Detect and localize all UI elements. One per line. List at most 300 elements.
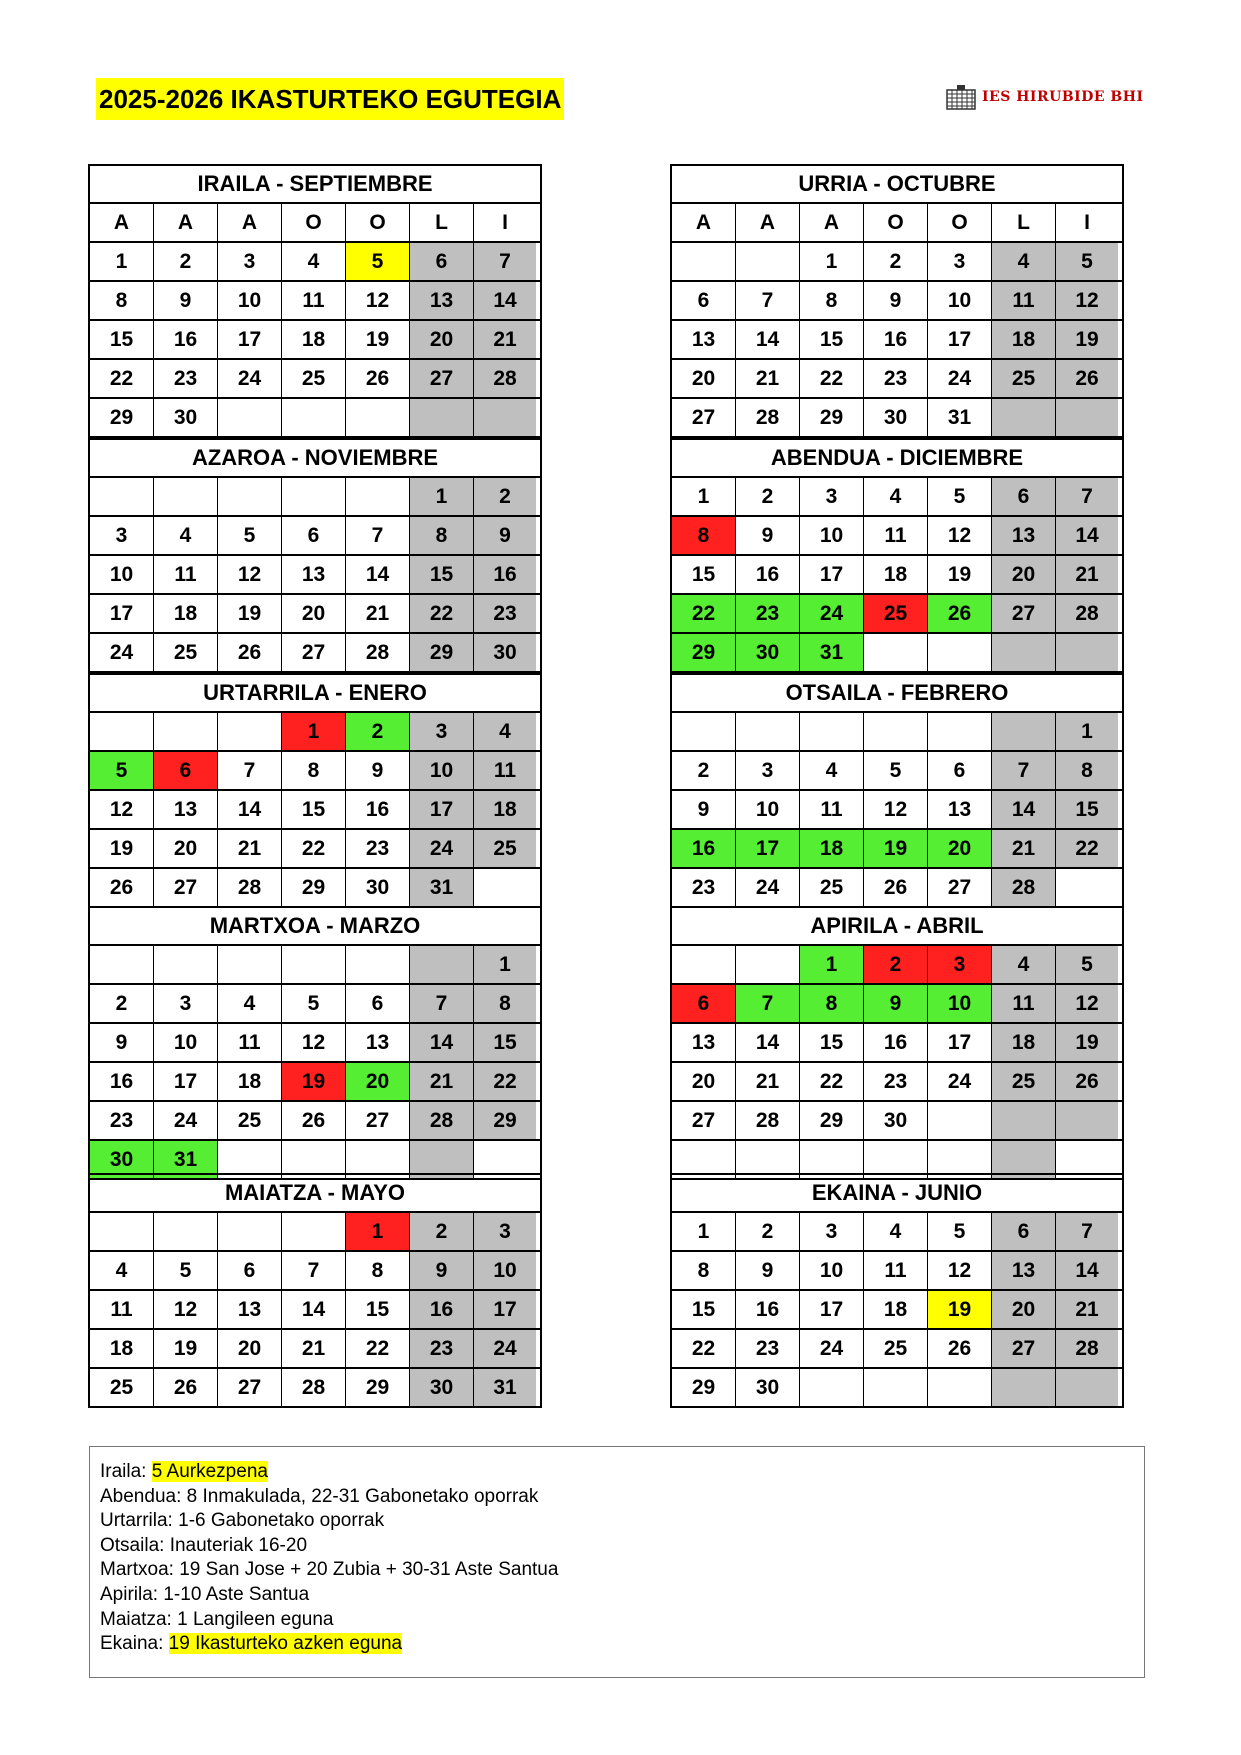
day-cell: 19 (928, 1291, 992, 1328)
day-cell: 18 (800, 830, 864, 867)
day-cell: 29 (282, 869, 346, 906)
legend-month-label: Otsaila: (100, 1534, 170, 1556)
day-cell: 17 (90, 595, 154, 632)
week-row (90, 282, 540, 321)
day-cell: 25 (992, 360, 1056, 397)
day-cell: 18 (474, 791, 536, 828)
legend-month-label: Apirila: (100, 1583, 164, 1605)
day-cell: 9 (410, 1252, 474, 1289)
weekday-header: O (346, 204, 410, 241)
day-cell: 8 (800, 282, 864, 319)
empty-cell (90, 946, 154, 983)
day-cell: 24 (90, 634, 154, 671)
day-cell: 5 (218, 517, 282, 554)
day-cell: 16 (864, 321, 928, 358)
week-row (90, 595, 540, 634)
day-cell: 12 (928, 1252, 992, 1289)
legend-box (89, 1446, 1145, 1678)
day-cell: 25 (864, 1330, 928, 1367)
day-cell: 11 (800, 791, 864, 828)
empty-cell (218, 1213, 282, 1250)
day-cell: 1 (800, 946, 864, 983)
day-cell: 16 (736, 1291, 800, 1328)
weekday-header: I (502, 210, 508, 234)
day-cell: 25 (282, 360, 346, 397)
day-cell: 17 (736, 830, 800, 867)
day-cell: 9 (736, 517, 800, 554)
day-cell: 16 (672, 830, 736, 867)
legend-month-label: Urtarrila: (100, 1510, 179, 1532)
day-cell: 14 (218, 791, 282, 828)
month-title: IRAILA - SEPTIEMBRE (90, 166, 540, 204)
day-cell: 26 (218, 634, 282, 671)
day-cell: 4 (992, 243, 1056, 280)
day-cell: 4 (864, 478, 928, 515)
week-row (90, 1213, 540, 1252)
day-cell: 17 (800, 556, 864, 593)
day-cell: 6 (346, 985, 410, 1022)
day-cell: 25 (90, 1369, 154, 1406)
day-cell: 21 (736, 1063, 800, 1100)
day-cell: 9 (90, 1024, 154, 1061)
week-row (672, 595, 1122, 634)
day-cell: 24 (410, 830, 474, 867)
week-row (90, 985, 540, 1024)
week-row (672, 1213, 1122, 1252)
day-cell: 1 (474, 946, 536, 983)
day-cell: 22 (800, 1063, 864, 1100)
day-cell: 20 (154, 830, 218, 867)
day-cell: 19 (1056, 321, 1118, 358)
week-row (90, 360, 540, 399)
empty-cell (928, 713, 992, 750)
day-cell: 8 (410, 517, 474, 554)
day-cell: 9 (672, 791, 736, 828)
day-cell: 1 (800, 243, 864, 280)
day-cell: 29 (800, 1102, 864, 1139)
day-cell: 31 (474, 1369, 536, 1406)
week-row (90, 752, 540, 791)
day-cell: 10 (218, 282, 282, 319)
legend-month-label: Iraila: (100, 1461, 152, 1482)
day-cell: 10 (736, 791, 800, 828)
legend-description: 8 Inmakulada, 22-31 Gabonetako oporrak (186, 1485, 539, 1507)
legend-line (100, 1509, 1134, 1534)
day-cell: 29 (410, 634, 474, 671)
empty-cell (672, 713, 736, 750)
day-cell: 15 (90, 321, 154, 358)
day-cell: 18 (218, 1063, 282, 1100)
weekday-header: O (282, 204, 346, 241)
day-cell: 6 (154, 752, 218, 789)
day-cell: 24 (474, 1330, 536, 1367)
day-cell: 4 (282, 243, 346, 280)
empty-cell (800, 1369, 864, 1406)
day-cell: 14 (410, 1024, 474, 1061)
day-cell: 29 (672, 634, 736, 671)
month-title: MARTXOA - MARZO (90, 908, 540, 946)
day-cell: 9 (474, 517, 536, 554)
day-cell: 23 (154, 360, 218, 397)
day-cell: 2 (90, 985, 154, 1022)
day-cell: 2 (672, 752, 736, 789)
day-cell: 15 (474, 1024, 536, 1061)
day-cell: 20 (672, 1063, 736, 1100)
day-cell: 28 (410, 1102, 474, 1139)
day-cell: 13 (672, 1024, 736, 1061)
empty-cell (800, 713, 864, 750)
empty-cell (154, 946, 218, 983)
day-cell: 4 (800, 752, 864, 789)
week-row (90, 478, 540, 517)
day-cell: 29 (474, 1102, 536, 1139)
day-cell: 12 (864, 791, 928, 828)
week-row (672, 321, 1122, 360)
day-cell: 24 (800, 1330, 864, 1367)
empty-cell (474, 869, 536, 906)
day-cell: 12 (346, 282, 410, 319)
day-cell: 19 (218, 595, 282, 632)
day-cell: 7 (218, 752, 282, 789)
day-cell: 10 (90, 556, 154, 593)
day-cell: 2 (736, 478, 800, 515)
month-title: APIRILA - ABRIL (672, 908, 1122, 946)
empty-cell (1056, 1369, 1118, 1406)
month-7 (88, 906, 542, 1180)
week-row (90, 946, 540, 985)
week-row (672, 1369, 1122, 1408)
week-row (672, 1330, 1122, 1369)
day-cell: 15 (800, 321, 864, 358)
week-row (672, 360, 1122, 399)
day-cell: 21 (410, 1063, 474, 1100)
day-cell: 4 (992, 946, 1056, 983)
empty-cell (346, 478, 410, 515)
day-cell: 16 (346, 791, 410, 828)
day-cell: 28 (1056, 1330, 1118, 1367)
day-cell: 14 (736, 321, 800, 358)
day-cell: 28 (346, 634, 410, 671)
day-cell: 16 (410, 1291, 474, 1328)
legend-line (100, 1558, 1134, 1583)
day-cell: 6 (282, 517, 346, 554)
month-title: MAIATZA - MAYO (90, 1175, 540, 1213)
day-cell: 5 (346, 243, 410, 280)
day-cell: 7 (410, 985, 474, 1022)
empty-cell (218, 946, 282, 983)
day-cell: 21 (736, 360, 800, 397)
day-cell: 21 (474, 321, 536, 358)
day-cell: 5 (864, 752, 928, 789)
week-row (90, 1369, 540, 1408)
weekday-header-row (672, 204, 1122, 243)
empty-cell (90, 478, 154, 515)
day-cell: 15 (672, 556, 736, 593)
day-cell: 20 (282, 595, 346, 632)
day-cell: 5 (90, 752, 154, 789)
day-cell: 30 (154, 399, 218, 436)
day-cell: 15 (282, 791, 346, 828)
day-cell: 1 (672, 1213, 736, 1250)
day-cell: 30 (864, 399, 928, 436)
month-1 (88, 164, 542, 438)
day-cell: 1 (672, 478, 736, 515)
day-cell: 24 (928, 360, 992, 397)
day-cell: 6 (672, 985, 736, 1022)
day-cell: 23 (864, 360, 928, 397)
day-cell: 17 (474, 1291, 536, 1328)
day-cell: 24 (928, 1063, 992, 1100)
empty-cell (992, 399, 1056, 436)
week-row (90, 399, 540, 438)
day-cell: 26 (90, 869, 154, 906)
week-row (672, 985, 1122, 1024)
day-cell: 2 (864, 243, 928, 280)
day-cell: 22 (346, 1330, 410, 1367)
day-cell: 17 (154, 1063, 218, 1100)
day-cell: 24 (736, 869, 800, 906)
day-cell: 11 (992, 282, 1056, 319)
day-cell: 15 (800, 1024, 864, 1061)
week-row (90, 830, 540, 869)
day-cell: 26 (282, 1102, 346, 1139)
day-cell: 10 (410, 752, 474, 789)
empty-cell (154, 1213, 218, 1250)
week-row (672, 282, 1122, 321)
day-cell: 15 (410, 556, 474, 593)
week-row (90, 243, 540, 282)
day-cell: 2 (474, 478, 536, 515)
empty-cell (672, 946, 736, 983)
day-cell: 27 (282, 634, 346, 671)
day-cell: 2 (154, 243, 218, 280)
legend-line (100, 1534, 1134, 1559)
day-cell: 11 (90, 1291, 154, 1328)
empty-cell (928, 1369, 992, 1406)
empty-cell (928, 1102, 992, 1139)
day-cell: 27 (992, 1330, 1056, 1367)
day-cell: 23 (736, 1330, 800, 1367)
empty-cell (282, 946, 346, 983)
day-cell: 2 (410, 1213, 474, 1250)
day-cell: 11 (218, 1024, 282, 1061)
week-row (672, 1291, 1122, 1330)
day-cell: 27 (672, 1102, 736, 1139)
empty-cell (736, 243, 800, 280)
day-cell: 26 (346, 360, 410, 397)
empty-cell (992, 1102, 1056, 1139)
day-cell: 31 (800, 634, 864, 671)
day-cell: 25 (864, 595, 928, 632)
page-title: 2025-2026 IKASTURTEKO EGUTEGIA (96, 78, 564, 120)
day-cell: 27 (218, 1369, 282, 1406)
day-cell: 13 (154, 791, 218, 828)
day-cell: 13 (410, 282, 474, 319)
day-cell: 18 (992, 1024, 1056, 1061)
day-cell: 2 (736, 1213, 800, 1250)
day-cell: 6 (992, 478, 1056, 515)
month-5 (88, 673, 542, 908)
day-cell: 25 (800, 869, 864, 906)
day-cell: 5 (1056, 243, 1118, 280)
day-cell: 26 (154, 1369, 218, 1406)
day-cell: 21 (1056, 556, 1118, 593)
empty-cell (992, 634, 1056, 671)
day-cell: 23 (672, 869, 736, 906)
week-row (672, 791, 1122, 830)
day-cell: 31 (410, 869, 474, 906)
day-cell: 17 (218, 321, 282, 358)
month-4 (670, 438, 1124, 673)
day-cell: 7 (282, 1252, 346, 1289)
day-cell: 17 (928, 1024, 992, 1061)
weekday-header: O (864, 204, 928, 241)
day-cell: 5 (1056, 946, 1118, 983)
day-cell: 27 (410, 360, 474, 397)
week-row (90, 869, 540, 908)
week-row (672, 478, 1122, 517)
day-cell: 21 (346, 595, 410, 632)
day-cell: 23 (864, 1063, 928, 1100)
month-title: EKAINA - JUNIO (672, 1175, 1122, 1213)
day-cell: 24 (154, 1102, 218, 1139)
day-cell: 6 (992, 1213, 1056, 1250)
day-cell: 10 (154, 1024, 218, 1061)
day-cell: 4 (474, 713, 536, 750)
day-cell: 5 (154, 1252, 218, 1289)
building-grid-icon (946, 84, 976, 110)
day-cell: 24 (800, 595, 864, 632)
day-cell: 16 (154, 321, 218, 358)
month-title: AZAROA - NOVIEMBRE (90, 440, 540, 478)
day-cell: 29 (346, 1369, 410, 1406)
day-cell: 16 (736, 556, 800, 593)
day-cell: 12 (154, 1291, 218, 1328)
day-cell: 7 (1056, 478, 1118, 515)
day-cell: 23 (346, 830, 410, 867)
day-cell: 26 (928, 595, 992, 632)
day-cell: 11 (154, 556, 218, 593)
day-cell: 8 (1056, 752, 1118, 789)
empty-cell (928, 634, 992, 671)
day-cell: 26 (928, 1330, 992, 1367)
day-cell: 8 (90, 282, 154, 319)
day-cell: 29 (90, 399, 154, 436)
day-cell: 10 (928, 985, 992, 1022)
day-cell: 7 (1056, 1213, 1118, 1250)
day-cell: 29 (800, 399, 864, 436)
day-cell: 11 (992, 985, 1056, 1022)
day-cell: 7 (992, 752, 1056, 789)
day-cell: 22 (410, 595, 474, 632)
day-cell: 12 (282, 1024, 346, 1061)
school-logo (946, 84, 1144, 110)
legend-description: 19 San Jose + 20 Zubia + 30-31 Aste Santua (179, 1559, 559, 1581)
day-cell: 13 (992, 517, 1056, 554)
day-cell: 18 (864, 1291, 928, 1328)
day-cell: 30 (410, 1369, 474, 1406)
month-title: URRIA - OCTUBRE (672, 166, 1122, 204)
day-cell: 27 (992, 595, 1056, 632)
day-cell: 27 (672, 399, 736, 436)
weekday-header: A (672, 204, 736, 241)
day-cell: 14 (474, 282, 536, 319)
day-cell: 22 (1056, 830, 1118, 867)
day-cell: 15 (1056, 791, 1118, 828)
day-cell: 3 (410, 713, 474, 750)
month-3 (88, 438, 542, 673)
day-cell: 25 (218, 1102, 282, 1139)
day-cell: 10 (800, 517, 864, 554)
day-cell: 27 (346, 1102, 410, 1139)
empty-cell (864, 634, 928, 671)
legend-description: Inauteriak 16-20 (169, 1534, 308, 1556)
day-cell: 20 (992, 1291, 1056, 1328)
day-cell: 13 (992, 1252, 1056, 1289)
week-row (672, 1102, 1122, 1141)
empty-cell (992, 1369, 1056, 1406)
day-cell: 15 (672, 1291, 736, 1328)
day-cell: 18 (992, 321, 1056, 358)
day-cell: 10 (474, 1252, 536, 1289)
day-cell: 30 (474, 634, 536, 671)
day-cell: 3 (736, 752, 800, 789)
day-cell: 9 (864, 282, 928, 319)
day-cell: 14 (346, 556, 410, 593)
week-row (672, 517, 1122, 556)
legend-line (100, 1632, 1134, 1657)
day-cell: 25 (154, 634, 218, 671)
empty-cell (410, 946, 474, 983)
weekday-header: A (218, 204, 282, 241)
day-cell: 28 (1056, 595, 1118, 632)
day-cell: 18 (864, 556, 928, 593)
day-cell: 23 (410, 1330, 474, 1367)
day-cell: 9 (154, 282, 218, 319)
day-cell: 20 (346, 1063, 410, 1100)
empty-cell (346, 399, 410, 436)
day-cell: 28 (282, 1369, 346, 1406)
week-row (90, 1330, 540, 1369)
day-cell: 19 (1056, 1024, 1118, 1061)
day-cell: 25 (474, 830, 536, 867)
day-cell: 7 (736, 985, 800, 1022)
week-row (90, 634, 540, 673)
day-cell: 8 (672, 517, 736, 554)
week-row (672, 634, 1122, 673)
empty-cell (90, 1213, 154, 1250)
day-cell: 23 (90, 1102, 154, 1139)
day-cell: 7 (346, 517, 410, 554)
day-cell: 22 (672, 1330, 736, 1367)
day-cell: 30 (736, 634, 800, 671)
day-cell: 10 (800, 1252, 864, 1289)
day-cell: 30 (90, 1141, 154, 1178)
day-cell: 28 (736, 1102, 800, 1139)
week-row (672, 1252, 1122, 1291)
week-row (90, 1024, 540, 1063)
legend-month-label: Martxoa: (100, 1559, 180, 1581)
day-cell: 25 (992, 1063, 1056, 1100)
weekday-header: L (992, 204, 1056, 241)
day-cell: 3 (90, 517, 154, 554)
day-cell: 14 (736, 1024, 800, 1061)
day-cell: 9 (736, 1252, 800, 1289)
week-row (90, 517, 540, 556)
day-cell: 28 (736, 399, 800, 436)
day-cell: 13 (282, 556, 346, 593)
week-row (90, 1252, 540, 1291)
